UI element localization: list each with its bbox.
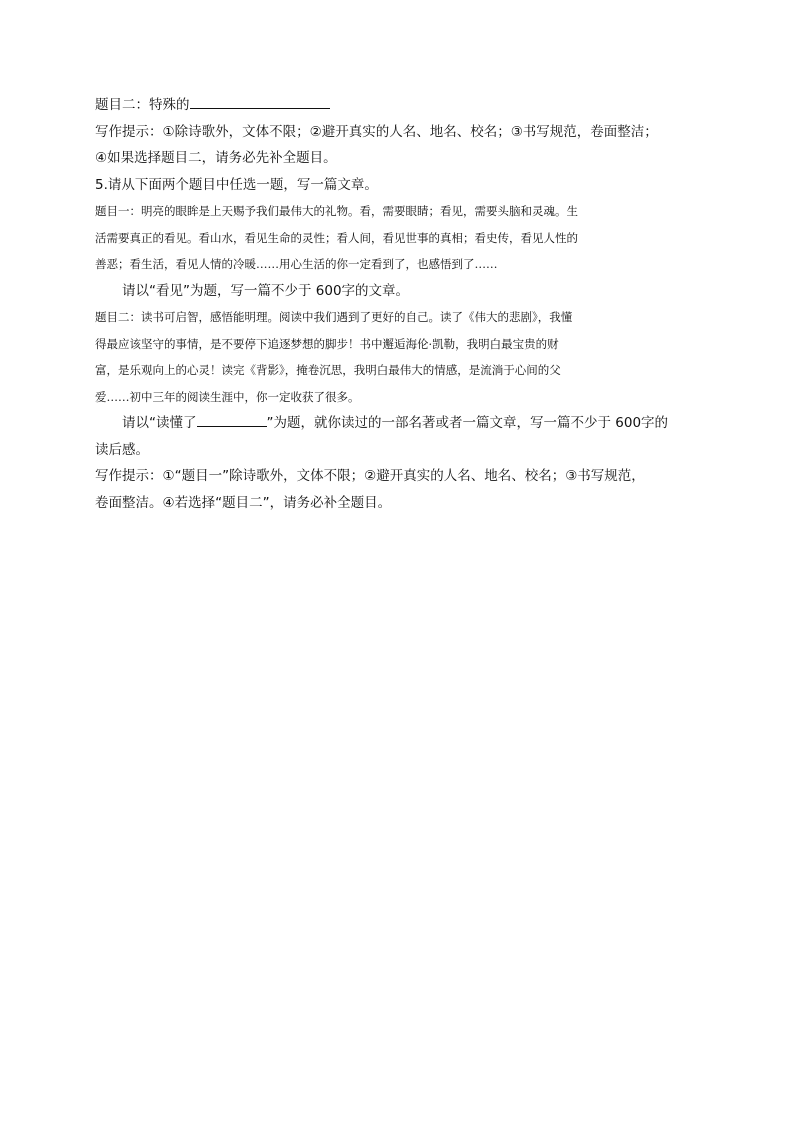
topic2-instruction-suffix: ”为题，就你读过的一部名著或者一篇文章，写一篇不少于 600字的 — [266, 415, 669, 431]
fill-in-blank — [190, 94, 330, 109]
topic1-text-line: 题目一：明亮的眼眸是上天赐予我们最伟大的礼物。看，需要眼睛；看见，需要头脑和灵魂。生 — [95, 204, 578, 218]
writing-tips-line: 写作提示：①“题目一”除诗歌外，文体不限；②避开真实的人名、地名、校名；③书写规范， — [95, 468, 645, 484]
topic2-text-line: 得最应该坚守的事情，是不要停下追逐梦想的脚步！书中邂逅海伦·凯勒，我明白最宝贵的财 — [95, 336, 559, 351]
fill-in-blank — [197, 412, 267, 427]
question5-heading: 5.请从下面两个题目中任选一题，写一篇文章。 — [95, 176, 378, 193]
topic2-partial-title — [95, 92, 715, 119]
writing-tips-line: 卷面整洁。④若选择“题目二”，请务必补全题目。 — [95, 494, 392, 511]
writing-tips-line: ④如果选择题目二，请务必先补全题目。 — [95, 150, 337, 166]
writing-tips-line: 写作提示：①除诗歌外，文体不限；②避开真实的人名、地名、校名；③书写规范，卷面整洁； — [95, 123, 658, 140]
topic1-text-line: 善恶；看生活，看见人情的冷暖……用心生活的你一定看到了，也感悟到了…… — [95, 257, 498, 271]
topic1-text-line: 活需要真正的看见。看山水，看见生命的灵性；看人间，看见世事的真相；看史传，看见人性的 — [95, 230, 578, 245]
document-page — [95, 92, 715, 516]
topic2-partial-label: 题目二：特殊的 — [95, 97, 190, 113]
topic2-text-line: 爱……初中三年的阅读生涯中，你一定收获了很多。 — [95, 389, 360, 404]
topic2-instruction-line2: 读后感。 — [95, 441, 149, 458]
topic2-instruction-prefix: 请以“读懂了 — [122, 415, 197, 431]
topic2-instruction — [95, 410, 715, 437]
topic1-instruction: 请以“看见”为题，写一篇不少于 600字的文章。 — [122, 282, 410, 299]
topic2-text-line: 富，是乐观向上的心灵！读完《背影》，掩卷沉思，我明白最伟大的情感，是流淌于心间的父 — [95, 363, 561, 377]
topic2-text-line: 题目二：读书可启智，感悟能明理。阅读中我们遇到了更好的自己。读了《伟大的悲剧》，我懂 — [95, 310, 573, 324]
